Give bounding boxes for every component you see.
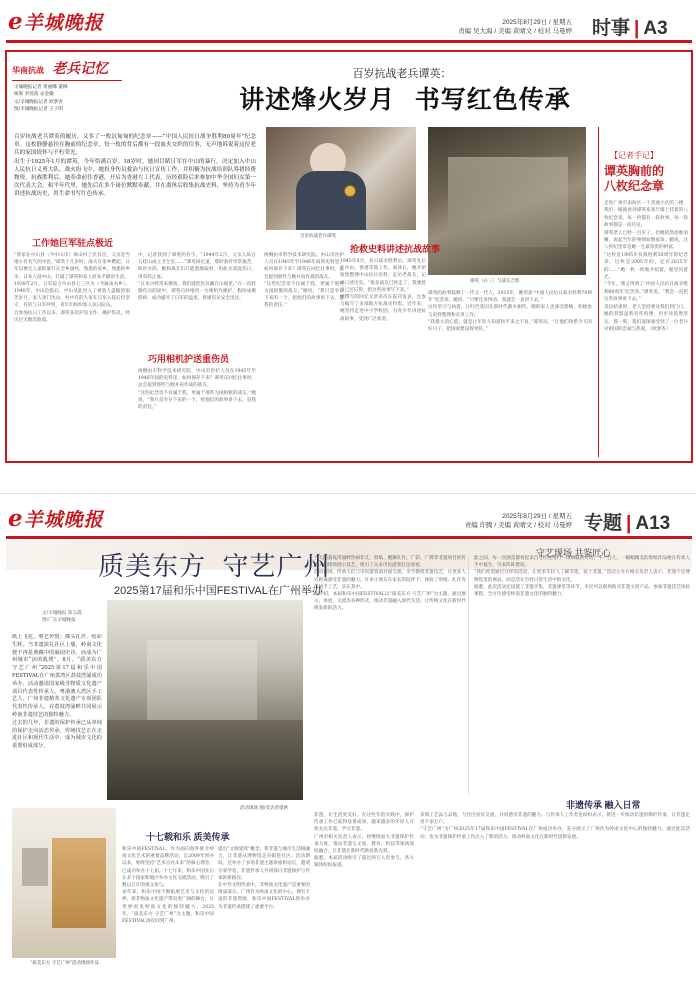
col-divider: [468, 555, 469, 795]
page2-photo-caption: 活动现场 图/受访者提供: [240, 806, 288, 811]
page1-editors: 责编 吴大海 / 美编 黄晴文 / 校对 马曼婷: [458, 28, 572, 35]
body-col-4: 1945年8月，抗日战争胜利后，谭英先后在中山、香港等地工作。离休后，她开始收集整理中山抗日史料，走访老战友，记录口述历史。“很多战友已经走了，我要趁自己还记得，把这些故事写下来。” 她撰写的回忆文章多次在报刊发表，还参与编写了多部地方抗战史料集。近年来，她坚持走进中小学校园，为青少年讲述抗战故事，受到广泛欢迎。: [340, 259, 426, 322]
page2-date: 2025年8月29日 / 星期五: [502, 513, 572, 520]
page1-header-rule: [6, 40, 692, 43]
note-tag: 【记者手记】: [610, 151, 658, 160]
body-col-2b: 两侧由市科学技术研究院、中山市医护人员在1945年至1946年间的史料里，如何保存下来？谭英在回忆往事时，总会提到那些与她并肩作战的战友。 “这些纪念章不仅属于我，更属于那些为国捐躯的战友。”她说，“我只是幸存下来的一个，把他们的故事讲下去，是我的责任。”: [138, 369, 256, 411]
artwork-book: [22, 848, 48, 886]
group-photo-figures: [448, 157, 568, 247]
page2-bottom-col-3: 非遗，让生活更美好。在这些年的实践中，保护传承工作已取得显著成效，越来越多的年轻人开始关注非遗、学习非遗。 广州市相关负责人表示，将继续加大非遗保护传承力度，推动非遗与文旅、教育、科技等领域深度融合，让非遗在新时代焕发新光彩。 据悉，本届活动吸引了超过两万人次参与，各大媒体纷纷报道。: [314, 813, 414, 869]
medal-icon: [344, 185, 356, 197]
page2-byline: 文/羊城晚报 陈玉霞 图/广东羊城晚报: [42, 611, 82, 624]
column-rule: [12, 80, 122, 81]
note-body: 走进广州市南海区一个普通小区的三楼，我们一眼就看到谭英家客厅墙上挂着的八枚纪念章。每一枚都有一段故事，每一段故事都是一段历史。 谭英老人已经一百岁了，但她依然思维清晰，说起当年的事情如数家珍。她说，这八枚纪念章是她一生最珍贵的财富。 “这枚是1995年抗战胜利50周年的纪念章，这枚是2005年的，还有2015年的……”她一枚一枚地介绍着，眼里闪着光。 “今年，我又得到了‘中国人民抗日战争胜利80周年’纪念章。”谭英说，“我会一直把这些故事讲下去。” 采访结束时，老人坚持要送我们到门口。她的背影虽然有些佝偻，但步伐依然坚定。那一刻，我们深深感受到了一位老兵对祖国的忠诚与热爱。（欧梦杏）: [604, 201, 688, 332]
note-title: 谭英胸前的 八枚纪念章: [604, 164, 665, 193]
body-col-1: “我家在中山县（今中山市）翠山村了民有出，父亲是当地小有名气的中医。”谭英十几岁时，战火在家乡燃起，日军以惨无人道的暴行在全乡屠村，熟悉的家乡，熟悉的乡亲，日本人侵中山，打破了谭英和家人原本平静的生活。 1938年2月，日军侵占中山县七三区为（今属南水乡）。1940年，中山沦陷后，中山从此进入了被敌人盘踞的艰苦岁月。家人顶门出山，村中有的人家在日军入侵后仍坚守，有的与日军冲突，青年们纷纷加入抗日队伍。 自参加抗日工作以来，谭英多次护送文件、掩护伤员，经历过无数次险境。: [14, 253, 130, 323]
column-sub: 老兵记忆: [52, 61, 109, 77]
subhead-2: 巧用相机护送重伤员: [148, 354, 230, 364]
page2-bottom-col-4: 多领工艺品与品地，与社区居民交流，共同感受非遗的魅力。与传承人工作者也纷纷表示，将进一步推动非遗的保护传承，让非遗走进千家万户。 “守艺广州”为广州2025年17届和乐中国FESTIVAL在广州成功举办，充分展示了广州作为岭南文化中心的独特魅力。通过此次活动，也为非遗保护传承工作注入了新的活力，推动岭南文化在新时代创新发展。: [420, 813, 690, 840]
page2-bottom-col-2: 提出“文脉延续”概念，将非遗与城市生活相融合，让非遗从博物馆走向街巷社区。活动期间，还举办了多场非遗主题讲座和论坛，邀请专家学者、非遗传承人共同探讨非遗保护与传承的新路径。 在中华文明传承中，非物质文化遗产是重要的组成部分。广州作为岭南文化的中心，拥有丰富的非遗资源，和乐中国FESTIVAL的举办为非遗传承搭建了重要平台。: [218, 847, 310, 910]
note-divider: [598, 127, 599, 457]
page1-date: 2025年8月29日 / 星期五: [502, 19, 572, 26]
body-col-5: 谭英的故事鼓舞了一代又一代人。2015年，她荣获“中国人民抗日战争胜利70周年”纪念章。她说：“只要还讲得动，我就会一直讲下去。” 这份坚守与执着，让红色基因在新时代薪火相传。她的家人也深受影响，积极参与史料整理和宣讲工作。 “我最大的心愿，就是让年轻人知道和平来之不易。”谭英说，“让他们珍惜今天的好日子，把国家建设得更好。”: [428, 291, 592, 333]
group-photo-caption: 谭英（右三）与战友合影: [470, 279, 520, 284]
page2-headline: 质美东方 守艺广州: [98, 551, 331, 581]
page1-section: 时事: [592, 18, 631, 39]
column-badge: [12, 58, 122, 78]
artwork-panel: [52, 838, 106, 928]
page2-col-1: 纸上飞花，剪艺传情；掷头扎作，绘彩生辉。当非遗演礼社区上墙，岭南文化便不再是典藏中的凝固史诗，而成为广州城市“活的肌理”。8月，“质美东方 守艺广州”2025第17届和乐中国FESTIVAL在广州荔湾区荔枝湾涌成功举办，活动邀请国家级非物质文化遗产项目代表性传承人、粤港澳大湾区手工艺人、广州非遗精英文化遗产专项团队代表性传承人，在荔枝湾涌畔共同展示岭南非遗技艺的独特魅力。 过去的几年，非遗的保护传承已从单纯的保护走向活态传承，传统技艺正在走进社区和现代生活中，成为城市文化的重要组成部分。: [12, 634, 102, 750]
byline: 羊城晚报记者 黄丽娜 董柳 统筹 李茜茜 宋金娥 文/羊城晚报记者 欧梦杏 图/羊城晚报记者 王子明: [14, 85, 68, 113]
subhead-3: 抢救史料讲述抗战故事: [350, 244, 441, 254]
page1-header-meta: [452, 18, 572, 36]
page-divider: [0, 493, 696, 494]
column-name: 华南抗战: [12, 66, 44, 75]
page2-col-2: 当天的荔枝湾涌畔热闹非凡，剪纸、醒狮扎作、广彩、广绣等非遗项目的传承人们现场展示技艺，吸引了众多市民游客驻足观看。 活动现场，传承人们与市民游客面对面交流，亲手教授非遗技艺，让更多人近距离感受非遗的魅力。许多小朋友在家长的陪伴下，体验了剪纸、扎作等传统手工艺，乐在其中。 据介绍，本届和乐中国FESTIVAL以“质美东方 守艺广州”为主题，通过展示、体验、交流等多种形式，推动非遗融入现代生活，让传统文化在新时代焕发新的活力。: [314, 556, 466, 612]
page1-page-no: A3: [643, 18, 668, 39]
page2-subhead-1: 十七载和乐 质美传承: [146, 832, 230, 842]
page2-header-rule: [6, 536, 692, 539]
page1-section-title: 时事 | A3: [592, 18, 668, 39]
subhead-1: 工作她巨军驻点极近: [32, 238, 114, 248]
page2-header-meta: [452, 512, 572, 530]
group-photo: [428, 127, 586, 275]
page2-subhead: 2025第17届和乐中国FESTIVAL在广州举办: [114, 585, 323, 597]
photo-display: [147, 640, 257, 720]
body-col-2: 中，记者找到了谭英的名字。“1944年2月，父亲入队在五桂山成立卫生室……”谭英回忆道，那时条件异常艰苦，缺医少药，她和战友们只能就地取材，用盐水清洗伤口，用草药止血。 “日本兵经常来搜查，我们就把伤员藏在山洞里。”在一次转移伤员的途中，谭英巧妙地用一台相机作掩护，假扮成摄影师，成功避开了日军的盘查，将重伤员安全送达。: [138, 253, 256, 302]
page2-page-no: A13: [635, 513, 671, 534]
body-col-3: 两侧由市科学技术研究院、中山市医护人员在1945年至1946年间的史料里，如何保存下来？谭英在回忆往事时，总会提到那些与她并肩作战的战友。 “这些纪念章不仅属于我，更属于那些为国捐躯的战友。”她说，“我只是幸存下来的一个，把他们的故事讲下去，是我的责任。”: [264, 253, 344, 309]
kicker: 百岁抗战老兵谭英：: [352, 68, 452, 80]
page2-logo: e羊城晚报: [8, 505, 104, 532]
page2-subhead-2: 非遗传承 融入日常: [566, 800, 641, 810]
page2-artwork-photo: [12, 808, 116, 958]
tagline: 守艺现场 共鉴匠心: [536, 548, 611, 558]
main-photo-caption: 百岁抗战老兵谭英: [300, 234, 336, 239]
artwork-caption: “质美东方 守艺广州”活动现场作品: [30, 961, 100, 966]
page2-col-3: 能之间，每一次展览都看起来自与红柱进行一场细腻的对话，不一会儿，一幅幅精美的剪纸作品便在传承人手中诞生，引来阵阵赞叹。 “我们希望通过这样的活动，让更多年轻人了解非遗、爱上非遗。”活动主办方相关负责人表示，非遗不是博物馆里的展品，而是活在百姓日常生活中的文化。 据悉，此次活动还设置了非遗市集、非遗课堂等环节，市民可以现场购买非遗文创产品，参加非遗技艺体验课程，全方位感受岭南非遗文化的独特魅力。: [474, 556, 690, 598]
portrait-body: [296, 171, 366, 230]
page2-bottom-col-1: 和乐中国FESTIVAL，作为面向海外推介岭南文化艺术的重要品牌活动，自2009年创办以来，始终坚持“艺术点亮未来”的核心理念，已成功举办十七届。十七年来，和乐中国先后在多个国家和地区举办文化交流活动，吸引了数以万计的观众参与。 多年来，和乐中国不断拓展艺术与文化的边界，将非物质文化遗产带向更广阔的舞台，让世界看见岭南文化的独特魅力。2025年，“质美东方 守艺广州”为主题，和乐中国FESTIVAL再次回到广州。: [122, 847, 214, 925]
headline: 讲述烽火岁月 书写红色传承: [239, 85, 571, 114]
page2-editors: 责编 许腾 / 美编 黄晴文 / 校对 马曼婷: [464, 522, 572, 529]
main-photo: [266, 127, 416, 230]
page2-section-title: 专题 | A13: [584, 513, 671, 534]
photo-floor: [107, 720, 303, 800]
page1-logo: e羊城晚报: [8, 8, 104, 35]
page2-section: 专题: [584, 513, 623, 534]
lead-paragraph: 百岁抗战老兵谭英的履历，又多了一枚沉甸甸的纪念章——“中国人民抗日战争胜利80周年”纪念章。这枚静静悬挂在胸前的纪念章，每一枚的背后都有一段血火交织的往事，无声地诉说着这位老兵的家国情怀与不朽荣光。 出生于1925年1月的谭英，今年恰满百岁。18岁时，她因目睹日军在中山的暴行，决定加入中山人民抗日义勇大队，战火纷飞中，她投身伤员救治与抗日宣传工作，并积极为抗战培训队筹措经费物资。抗战胜利后，她奉命前往香港，开启为香港左工代表，历经艰险后来参加中华全国妇女第一次代表大会。和平年代里，她先后在多个岗位默默奉献，并在离休后收集抗战史料，坚持为青少年讲述抗战历史，用生命书写红色传承。: [14, 134, 256, 198]
page2-main-photo: [107, 600, 303, 800]
